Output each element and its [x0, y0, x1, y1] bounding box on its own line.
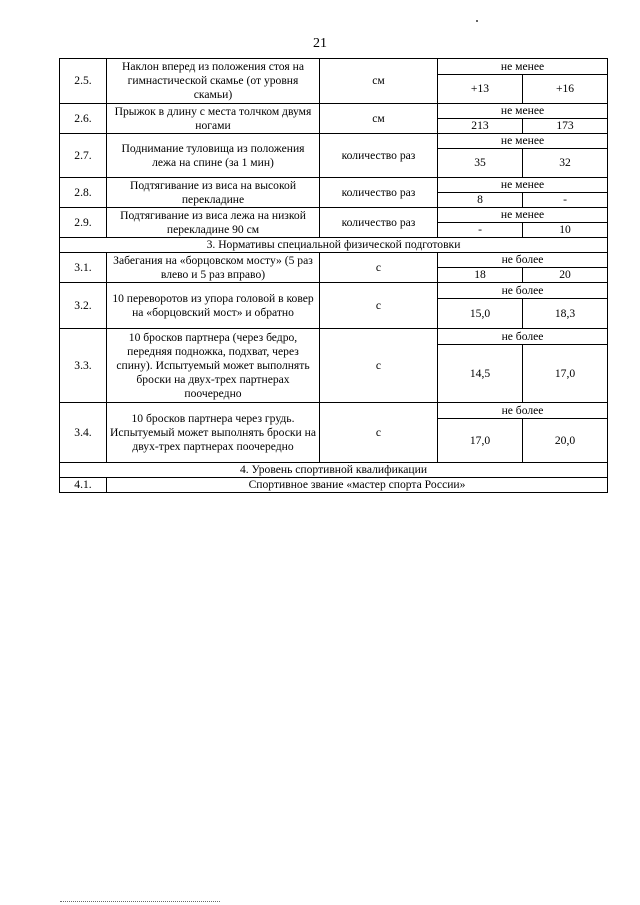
norm-condition: не менее [438, 59, 608, 75]
norm-value-2: 173 [523, 119, 608, 134]
unit: количество раз [320, 178, 438, 208]
table-row [60, 478, 608, 493]
norm-value-1: 18 [438, 268, 523, 283]
row-number: 4.1. [60, 478, 107, 493]
table-row [60, 329, 608, 345]
row-number: 2.7. [60, 134, 107, 178]
unit: см [320, 104, 438, 134]
norm-value-1: 35 [438, 149, 523, 178]
norm-condition: не менее [438, 178, 608, 193]
test-name: Забегания на «борцовском мосту» (5 раз влево и 5 раз вправо) [107, 253, 320, 283]
test-name: 10 переворотов из упора головой в ковер на «борцовский мост» и обратно [107, 283, 320, 329]
test-name: Наклон вперед из положения стоя на гимнастической скамье (от уровня скамьи) [107, 59, 320, 104]
norm-condition: не более [438, 329, 608, 345]
norm-value-2: 20,0 [523, 419, 608, 463]
norm-value-2: 17,0 [523, 345, 608, 403]
row-number: 2.9. [60, 208, 107, 238]
norm-value-1: 17,0 [438, 419, 523, 463]
test-name: Прыжок в длину с места толчком двумя ногами [107, 104, 320, 134]
norm-condition: не более [438, 253, 608, 268]
table-row [60, 403, 608, 419]
norm-value-2: 10 [523, 223, 608, 238]
norm-value-2: 18,3 [523, 299, 608, 329]
section-heading: 3. Нормативы специальной физической подготовки [60, 238, 608, 253]
norm-value-2: 20 [523, 268, 608, 283]
norm-value-2: 32 [523, 149, 608, 178]
qualification-title: Спортивное звание «мастер спорта России» [107, 478, 608, 493]
section-heading: 4. Уровень спортивной квалификации [60, 463, 608, 478]
table-row [60, 253, 608, 268]
unit: см [320, 59, 438, 104]
page-number: 21 [313, 36, 327, 51]
unit: количество раз [320, 134, 438, 178]
norm-value-1: 15,0 [438, 299, 523, 329]
norms-table-body [60, 59, 608, 493]
bottom-rule [60, 901, 220, 902]
norm-value-2: - [523, 193, 608, 208]
row-number: 2.5. [60, 59, 107, 104]
unit: с [320, 329, 438, 403]
norm-value-1: 14,5 [438, 345, 523, 403]
test-name: 10 бросков партнера (через бедро, передняя подножка, подхват, через спину). Испытуемый может выполнять броски на двух-трех партнерах поочередно [107, 329, 320, 403]
table-row [60, 134, 608, 149]
row-number: 2.6. [60, 104, 107, 134]
unit: с [320, 283, 438, 329]
table-row [60, 208, 608, 223]
row-number: 3.1. [60, 253, 107, 283]
test-name: Поднимание туловища из положения лежа на спине (за 1 мин) [107, 134, 320, 178]
norm-value-1: +13 [438, 75, 523, 104]
norm-condition: не менее [438, 208, 608, 223]
row-number: 3.2. [60, 283, 107, 329]
test-name: Подтягивание из виса лежа на низкой перекладине 90 см [107, 208, 320, 238]
unit: с [320, 403, 438, 463]
unit: количество раз [320, 208, 438, 238]
row-number: 2.8. [60, 178, 107, 208]
norm-value-1: - [438, 223, 523, 238]
norm-condition: не более [438, 403, 608, 419]
table-row [60, 283, 608, 299]
table-row [60, 104, 608, 119]
norm-value-2: +16 [523, 75, 608, 104]
norm-condition: не более [438, 283, 608, 299]
norm-condition: не менее [438, 134, 608, 149]
norm-value-1: 213 [438, 119, 523, 134]
section-row [60, 463, 608, 478]
test-name: Подтягивание из виса на высокой перекладине [107, 178, 320, 208]
table-row [60, 59, 608, 75]
row-number: 3.4. [60, 403, 107, 463]
row-number: 3.3. [60, 329, 107, 403]
norm-condition: не менее [438, 104, 608, 119]
test-name: 10 бросков партнера через грудь. Испытуемый может выполнять броски на двух-трех партнерах поочередно [107, 403, 320, 463]
scan-speck [476, 20, 478, 22]
norms-table [59, 58, 608, 493]
unit: с [320, 253, 438, 283]
norm-value-1: 8 [438, 193, 523, 208]
table-row [60, 178, 608, 193]
section-row [60, 238, 608, 253]
